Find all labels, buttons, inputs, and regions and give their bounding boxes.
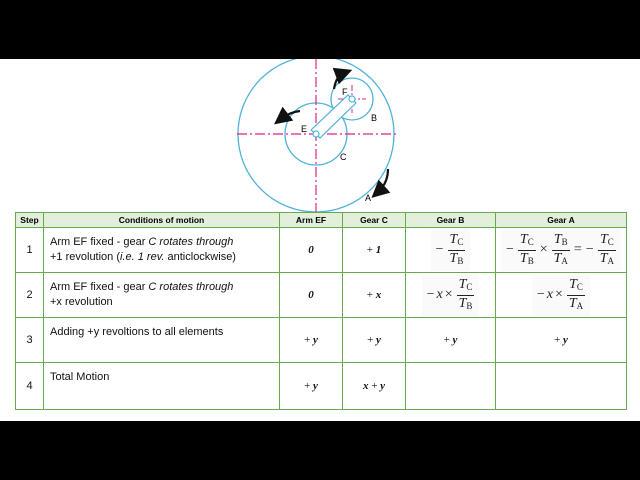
- sign: +: [367, 334, 374, 346]
- var-t: T: [458, 295, 467, 311]
- var-t: T: [449, 250, 458, 266]
- sun-rotation-arrow: [281, 111, 300, 119]
- var-t: T: [519, 250, 528, 266]
- gear-b-value: [406, 318, 496, 363]
- header-gear-b: Gear B: [406, 213, 496, 228]
- value: x: [362, 380, 369, 392]
- value: y: [313, 334, 318, 346]
- fraction: [457, 277, 475, 314]
- cond-text: Arm EF fixed - gear: [50, 281, 149, 293]
- gear-diagram: [0, 59, 640, 214]
- value: 1: [375, 244, 382, 256]
- subscript: C: [576, 281, 583, 292]
- gear-a-value: [496, 363, 627, 410]
- formula-box: [431, 230, 471, 271]
- cond-text-italic: i.e. 1 rev.: [120, 251, 165, 263]
- motion-table: [15, 212, 627, 410]
- label-b: B: [371, 113, 378, 123]
- fraction: [598, 232, 616, 269]
- subscript: B: [561, 236, 568, 247]
- var-t: T: [519, 231, 528, 247]
- var-x: x: [436, 287, 443, 302]
- header-gear-a: Gear A: [496, 213, 627, 228]
- times-sign: ×: [444, 287, 453, 302]
- step-cell: 1: [16, 228, 44, 273]
- value: y: [380, 380, 386, 392]
- subscript: C: [607, 236, 614, 247]
- fraction: [448, 232, 466, 269]
- label-c: C: [340, 152, 347, 162]
- minus-sign: −: [585, 242, 594, 257]
- table-row: [16, 273, 627, 318]
- gear-a-value: [496, 318, 627, 363]
- gear-c-value: [343, 318, 406, 363]
- sign: +: [304, 334, 311, 346]
- value: x: [375, 289, 382, 301]
- subscript: B: [527, 255, 534, 266]
- gear-b-value: [406, 273, 496, 318]
- minus-sign: −: [536, 287, 545, 302]
- formula-box: [501, 230, 621, 271]
- arm-ef-value: 0: [280, 228, 343, 273]
- subscript: C: [466, 281, 473, 292]
- value: y: [452, 334, 458, 346]
- condition-cell: [44, 228, 280, 273]
- var-t: T: [458, 276, 467, 292]
- formula-box: [422, 275, 480, 316]
- times-sign: ×: [554, 287, 563, 302]
- var-x: x: [546, 287, 553, 302]
- step-cell: 2: [16, 273, 44, 318]
- subscript: A: [561, 255, 568, 266]
- var-t: T: [449, 231, 458, 247]
- sign: +: [366, 244, 373, 256]
- cond-text: anticlockwise): [164, 251, 236, 263]
- condition-cell: [44, 273, 280, 318]
- pivot-f: [349, 96, 355, 102]
- sign: +: [304, 380, 311, 392]
- label-f: F: [342, 87, 348, 97]
- sign: +: [554, 334, 561, 346]
- sign: +: [366, 289, 373, 301]
- gear-a-value: [496, 228, 627, 273]
- sign: +: [371, 380, 378, 392]
- step-cell: 3: [16, 318, 44, 363]
- gear-b-value: [406, 363, 496, 410]
- subscript: A: [576, 300, 584, 311]
- label-a: A: [365, 193, 372, 203]
- gear-b-value: [406, 228, 496, 273]
- value: y: [313, 380, 318, 392]
- condition-cell: Total Motion: [44, 363, 280, 410]
- arm-ef-value: 0: [280, 273, 343, 318]
- subscript: B: [466, 300, 473, 311]
- var-t: T: [599, 250, 608, 266]
- arm-ef-value: [280, 318, 343, 363]
- times-sign: ×: [539, 242, 548, 257]
- fraction: [552, 232, 570, 269]
- ring-rotation-arrow: [378, 169, 388, 192]
- var-t: T: [569, 276, 577, 292]
- var-t: T: [568, 295, 577, 311]
- var-t: T: [553, 250, 562, 266]
- pivot-e: [313, 131, 319, 137]
- subscript: B: [457, 255, 464, 266]
- header-gear-c: Gear C: [343, 213, 406, 228]
- arm-ef-value: [280, 363, 343, 410]
- minus-sign: −: [426, 287, 435, 302]
- equals-sign: =: [573, 242, 582, 257]
- var-t: T: [599, 231, 608, 247]
- cond-text: +1 revolution (: [50, 251, 121, 263]
- formula-box: [532, 275, 590, 316]
- gear-c-value: [343, 363, 406, 410]
- var-t: T: [553, 231, 562, 247]
- subscript: C: [527, 236, 534, 247]
- table-row: [16, 318, 627, 363]
- table-header-row: [16, 213, 627, 228]
- sign: +: [443, 334, 450, 346]
- value: y: [563, 334, 568, 346]
- step-cell: 4: [16, 363, 44, 410]
- cond-text: +x revolution: [50, 296, 113, 308]
- cond-text-italic: C rotates through: [148, 281, 234, 293]
- cond-text: Arm EF fixed - gear: [50, 236, 149, 248]
- gear-c-value: [343, 273, 406, 318]
- gear-c-value: [343, 228, 406, 273]
- table-row: [16, 228, 627, 273]
- subscript: A: [607, 255, 615, 266]
- header-arm-ef: Arm EF: [280, 213, 343, 228]
- minus-sign: −: [505, 242, 514, 257]
- cond-text-italic: C rotates through: [148, 236, 234, 248]
- label-e: E: [301, 124, 308, 134]
- value: y: [376, 334, 381, 346]
- fraction: [567, 277, 585, 314]
- subscript: C: [457, 236, 464, 247]
- slide: [0, 59, 640, 421]
- condition-cell: Adding +y revoltions to all elements: [44, 318, 280, 363]
- table-row: [16, 363, 627, 410]
- header-step: Step: [16, 213, 44, 228]
- gear-a-value: [496, 273, 627, 318]
- header-conditions: Conditions of motion: [44, 213, 280, 228]
- minus-sign: −: [435, 242, 444, 257]
- fraction: [518, 232, 536, 269]
